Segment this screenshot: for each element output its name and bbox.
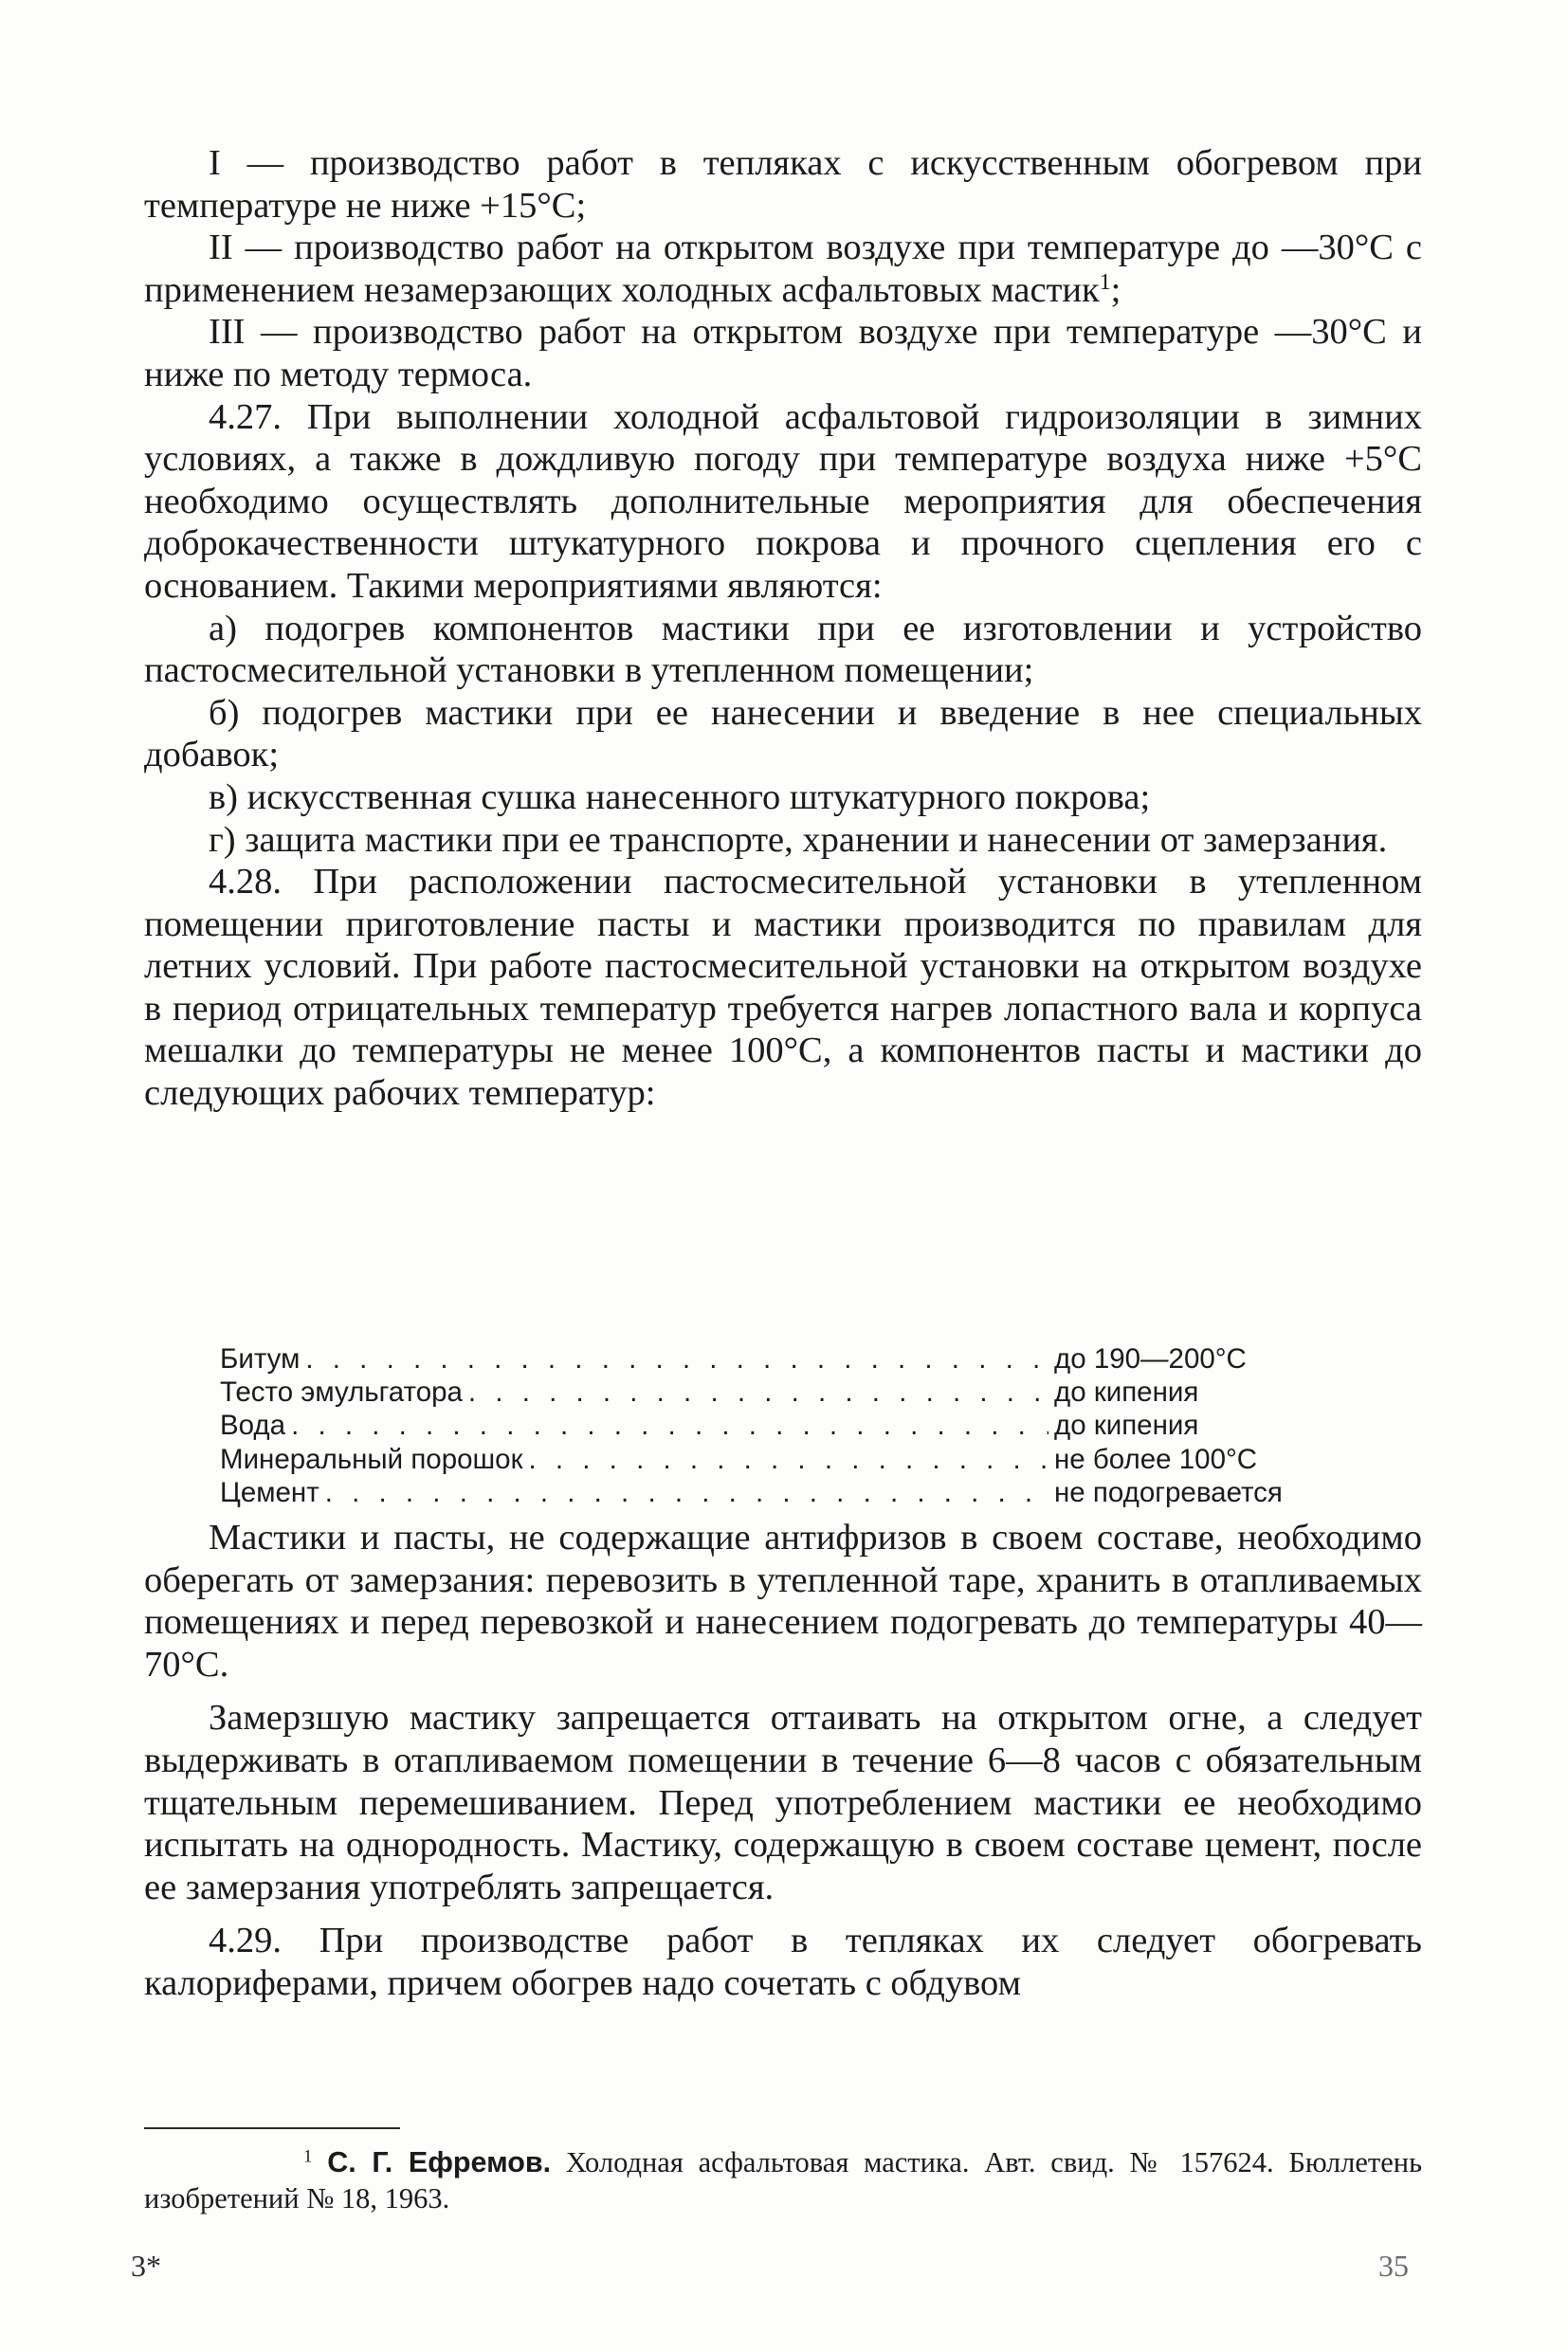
paragraph-frozen-mastic xyxy=(144,1697,1422,1908)
list-item-v xyxy=(144,776,1422,819)
table-row xyxy=(220,1443,1339,1476)
material-name: Минеральный порошок xyxy=(220,1443,523,1475)
material-temperature: не более 100°C xyxy=(1054,1443,1258,1475)
paragraph-section-4-28 xyxy=(144,861,1422,1115)
paragraph-text: II — производство работ на открытом воздухе при температуре до —30°C с применением незамерзающих холодных асфальтовых мастик xyxy=(144,228,1422,310)
footnote-text: Холодная асфальтовая мастика. Авт. свид. № 157624. Бюллетень изобретений № 18, 1963. xyxy=(144,2146,1422,2214)
material-temperature: не подогревается xyxy=(1054,1476,1283,1508)
dot-leader xyxy=(529,1443,1049,1476)
page-number: 35 xyxy=(1378,2249,1409,2283)
table-row xyxy=(220,1476,1339,1509)
list-item-g xyxy=(144,819,1422,862)
dot-leader xyxy=(325,1476,1048,1509)
paragraph-text: I — производство работ в тепляках с искусственным обогревом при температуре не ниже +15°C; xyxy=(144,143,1422,226)
paragraph-text: г) защита мастики при ее транспорте, хранении и нанесении от замерзания. xyxy=(209,819,1388,860)
table-row xyxy=(220,1409,1339,1442)
signature-mark: 3* xyxy=(131,2249,161,2283)
material-name: Битум xyxy=(220,1343,301,1375)
dot-leader xyxy=(291,1409,1048,1442)
list-item-b xyxy=(144,692,1422,776)
list-item-a xyxy=(144,608,1422,692)
paragraph-text: б) подогрев мастики при ее нанесении и введение в нее специальных добавок; xyxy=(144,692,1422,775)
material-name: Тесто эмульгатора xyxy=(220,1376,463,1409)
paragraph-section-4-27 xyxy=(144,396,1422,608)
paragraph-text: Замерзшую мастику запрещается оттаивать на открытом огне, а следует выдерживать в отапливаемом помещении в течение 6—8 часов с обязательным тщательным перемешиванием. Перед употреблением мастики ее необходимо испытать на однородность. Мастику, содержащую в своем составе цемент, после ее замерзания употреблять запрещается. xyxy=(144,1698,1422,1907)
paragraph-method-1 xyxy=(144,142,1422,227)
main-text-block-continued xyxy=(144,1517,1422,2005)
paragraph-text: 4.27. При выполнении холодной асфальтовой гидроизоляции в зимних условиях, а также в дождливую погоду при температуре воздуха ниже +5°C необходимо осуществлять дополнительные мероприятия для обеспечения доброкачественности штукатурного покрова и прочного сцепления его с основанием. Такими мероприятиями являются: xyxy=(144,396,1422,606)
footnote-author: С. Г. Ефремов. xyxy=(327,2146,552,2178)
paragraph-text: III — производство работ на открытом воздухе при температуре —30°C и ниже по методу термоса. xyxy=(144,312,1422,394)
paragraph-text: а) подогрев компонентов мастики при ее изготовлении и устройство пастосмесительной установки в утепленном помещении; xyxy=(144,608,1422,691)
paragraph-method-2 xyxy=(144,227,1422,311)
paragraph-text: Мастики и пасты, не содержащие антифризов в своем составе, необходимо оберегать от замерзания: перевозить в утепленной таре, хранить в отапливаемых помещениях и перед перевозкой и нанесением подогревать до температуры 40—70°C. xyxy=(144,1518,1422,1685)
material-temperature: до 190—200°C xyxy=(1054,1343,1247,1375)
footnote xyxy=(144,2144,1422,2216)
paragraph-section-4-29 xyxy=(144,1920,1422,2004)
material-name: Цемент xyxy=(220,1476,319,1508)
material-temperature: до кипения xyxy=(1054,1376,1199,1409)
footnote-reference: 1 xyxy=(1099,269,1111,295)
material-temperature: до кипения xyxy=(1054,1410,1199,1442)
temperature-table xyxy=(220,1342,1339,1509)
table-row xyxy=(220,1376,1339,1409)
main-text-block xyxy=(144,142,1422,1115)
paragraph-method-3 xyxy=(144,311,1422,395)
paragraph-antifreeze xyxy=(144,1517,1422,1686)
footnote-marker: 1 xyxy=(303,2146,313,2167)
material-name: Вода xyxy=(220,1410,286,1442)
paragraph-text: в) искусственная сушка нанесенного штукатурного покрова; xyxy=(209,776,1151,817)
paragraph-text: 4.29. При производстве работ в тепляках их следует обогревать калориферами, причем обогрев надо сочетать с обдувом xyxy=(144,1921,1422,2003)
dot-leader xyxy=(305,1342,1048,1376)
table-row xyxy=(220,1342,1339,1376)
dot-leader xyxy=(468,1376,1048,1409)
paragraph-text: 4.28. При расположении пастосмесительной установки в утепленном помещении приготовление пасты и мастики производится по правилам для летних условий. При работе пастосмесительной установки на открытом воздухе в период отрицательных температур требуется нагрев лопастного вала и корпуса мешалки до температуры не менее 100°C, а компонентов пасты и мастики до следующих рабочих температур: xyxy=(144,862,1422,1114)
footnote-divider xyxy=(144,2127,400,2129)
paragraph-tail: ; xyxy=(1110,269,1121,310)
